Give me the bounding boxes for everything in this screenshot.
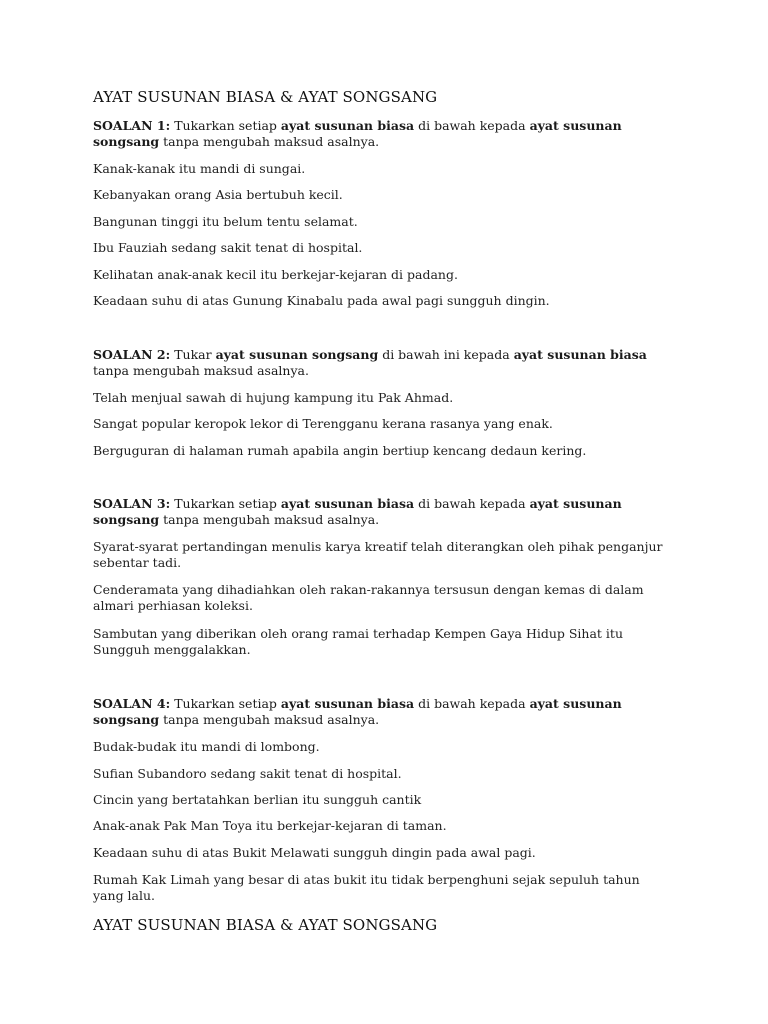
question-label: SOALAN 3: [93, 496, 171, 511]
question-label: SOALAN 4: [93, 696, 171, 711]
question-4-instruction: SOALAN 4: Tukarkan setiap ayat susunan biasa di bawah kepada ayat susunan songsang tanpa mengubah maksud asalnya. [93, 696, 622, 727]
sentence: Keadaan suhu di atas Bukit Melawati sungguh dingin pada awal pagi. [93, 845, 536, 860]
question-1-instruction: SOALAN 1: Tukarkan setiap ayat susunan biasa di bawah kepada ayat susunan songsang tanpa mengubah maksud asalnya. [93, 118, 622, 149]
sentence: Keadaan suhu di atas Gunung Kinabalu pada awal pagi sungguh dingin. [93, 293, 550, 308]
sentence: Cincin yang bertatahkan berlian itu sungguh cantik [93, 792, 422, 807]
sentence: Budak-budak itu mandi di lombong. [93, 739, 320, 754]
sentence: Kelihatan anak-anak kecil itu berkejar-kejaran di padang. [93, 267, 458, 282]
question-label: SOALAN 1: [93, 118, 171, 133]
sentence: Sufian Subandoro sedang sakit tenat di hospital. [93, 766, 402, 781]
sentence: Berguguran di halaman rumah apabila angin bertiup kencang dedaun kering. [93, 443, 587, 458]
sentence: Cenderamata yang dihadiahkan oleh rakan-rakannya tersusun dengan kemas di dalam almari perhiasan koleksi. [93, 582, 644, 613]
sentence: Anak-anak Pak Man Toya itu berkejar-kejaran di taman. [93, 818, 447, 833]
sentence: Kanak-kanak itu mandi di sungai. [93, 161, 306, 176]
sentence: Syarat-syarat pertandingan menulis karya kreatif telah diterangkan oleh pihak penganjur sebentar tadi. [93, 539, 663, 570]
question-3-instruction: SOALAN 3: Tukarkan setiap ayat susunan biasa di bawah kepada ayat susunan songsang tanpa mengubah maksud asalnya. [93, 496, 622, 527]
sentence: Sangat popular keropok lekor di Terengganu kerana rasanya yang enak. [93, 416, 553, 431]
sentence: Telah menjual sawah di hujung kampung itu Pak Ahmad. [93, 390, 454, 405]
sentence: Sambutan yang diberikan oleh orang ramai terhadap Kempen Gaya Hidup Sihat itu Sungguh menggalakkan. [93, 626, 623, 657]
sentence: Kebanyakan orang Asia bertubuh kecil. [93, 187, 343, 202]
sentence: Ibu Fauziah sedang sakit tenat di hospital. [93, 240, 363, 255]
footer-title: AYAT SUSUNAN BIASA & AYAT SONGSANG [93, 916, 438, 934]
sentence: Bangunan tinggi itu belum tentu selamat. [93, 214, 358, 229]
question-label: SOALAN 2: [93, 347, 171, 362]
document-title: AYAT SUSUNAN BIASA & AYAT SONGSANG [93, 88, 438, 106]
question-2-instruction: SOALAN 2: Tukar ayat susunan songsang di bawah ini kepada ayat susunan biasa tanpa mengubah maksud asalnya. [93, 347, 647, 378]
sentence: Rumah Kak Limah yang besar di atas bukit itu tidak berpenghuni sejak sepuluh tahun yang lalu. [93, 872, 640, 903]
